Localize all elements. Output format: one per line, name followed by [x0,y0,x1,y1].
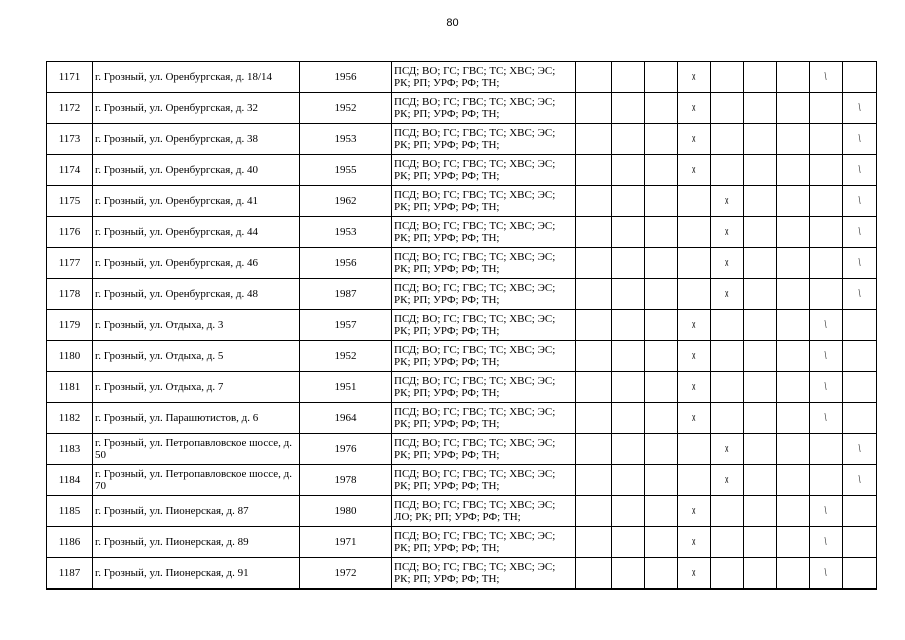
address-cell: г. Грозный, ул. Оренбургская, д. 18/14 [93,62,300,93]
mark-cell [843,93,877,124]
services-cell: ПСД; ВО; ГС; ГВС; ТС; ХВС; ЭС; РК; РП; УРФ; РФ; ТН; [392,93,576,124]
housing-registry-table [46,61,877,590]
address-cell: г. Грозный, ул. Петропавловское шоссе, д. 50 [93,434,300,465]
mark-cell [711,155,744,186]
mark-cell [645,217,678,248]
mark-cell [843,341,877,372]
mark-cell [678,217,711,248]
row-number-cell: 1172 [47,93,93,124]
row-number-cell: 1179 [47,310,93,341]
mark-cell [645,403,678,434]
mark-cell [678,248,711,279]
mark-glyph: х [692,133,696,145]
mark-glyph: \ [858,257,861,269]
services-cell: ПСД; ВО; ГС; ГВС; ТС; ХВС; ЭС; РК; РП; УРФ; РФ; ТН; [392,341,576,372]
mark-glyph: х [725,288,729,300]
mark-cell [744,496,777,527]
mark-glyph: \ [825,350,827,362]
mark-cell [810,527,843,558]
mark-cell [711,434,744,465]
mark-cell [645,372,678,403]
mark-cell [711,279,744,310]
mark-cell [777,93,810,124]
mark-cell [645,186,678,217]
mark-glyph: \ [825,381,827,393]
mark-cell [744,248,777,279]
mark-glyph: \ [825,71,827,83]
mark-cell [678,403,711,434]
row-number-cell: 1187 [47,558,93,590]
row-number-cell: 1184 [47,465,93,496]
mark-cell [711,62,744,93]
mark-cell [810,434,843,465]
year-built-cell: 1971 [300,527,392,558]
mark-cell [576,403,612,434]
mark-cell [711,372,744,403]
mark-cell [612,403,645,434]
mark-cell [843,310,877,341]
year-built-cell: 1962 [300,186,392,217]
mark-cell [777,310,810,341]
row-number-cell: 1178 [47,279,93,310]
mark-cell [612,558,645,590]
mark-cell [810,403,843,434]
mark-glyph: \ [858,474,861,486]
mark-cell [744,124,777,155]
mark-cell [612,186,645,217]
mark-cell [744,310,777,341]
mark-glyph: \ [825,319,827,331]
mark-cell [744,434,777,465]
mark-cell [678,124,711,155]
year-built-cell: 1957 [300,310,392,341]
mark-cell [612,527,645,558]
address-cell: г. Грозный, ул. Оренбургская, д. 48 [93,279,300,310]
mark-cell [810,341,843,372]
year-built-cell: 1952 [300,93,392,124]
mark-cell [678,279,711,310]
mark-cell [576,434,612,465]
table-row [47,434,877,465]
table-row [47,465,877,496]
mark-cell [810,372,843,403]
mark-cell [678,558,711,590]
mark-glyph: \ [825,505,827,517]
mark-glyph: х [725,226,729,238]
mark-cell [645,155,678,186]
row-number-cell: 1181 [47,372,93,403]
mark-glyph: х [692,164,696,176]
mark-glyph: х [725,443,729,455]
mark-cell [576,558,612,590]
address-cell: г. Грозный, ул. Отдыха, д. 7 [93,372,300,403]
year-built-cell: 1953 [300,124,392,155]
mark-cell [711,124,744,155]
mark-cell [744,341,777,372]
year-built-cell: 1976 [300,434,392,465]
mark-cell [678,155,711,186]
mark-cell [777,434,810,465]
year-built-cell: 1980 [300,496,392,527]
mark-cell [645,124,678,155]
mark-cell [777,465,810,496]
mark-cell [711,248,744,279]
mark-cell [711,496,744,527]
mark-cell [612,124,645,155]
mark-cell [777,155,810,186]
mark-cell [843,186,877,217]
year-built-cell: 1956 [300,62,392,93]
mark-cell [576,248,612,279]
mark-cell [777,558,810,590]
mark-glyph: х [692,381,696,393]
mark-cell [744,403,777,434]
mark-cell [810,496,843,527]
mark-cell [576,217,612,248]
mark-cell [678,341,711,372]
mark-glyph: х [725,195,729,207]
table-row [47,279,877,310]
year-built-cell: 1951 [300,372,392,403]
mark-cell [576,465,612,496]
row-number-cell: 1185 [47,496,93,527]
mark-cell [612,155,645,186]
services-cell: ПСД; ВО; ГС; ГВС; ТС; ХВС; ЭС; РК; РП; УРФ; РФ; ТН; [392,403,576,434]
address-cell: г. Грозный, ул. Оренбургская, д. 40 [93,155,300,186]
mark-cell [678,372,711,403]
mark-cell [645,248,678,279]
mark-glyph: х [725,474,729,486]
mark-cell [711,93,744,124]
mark-cell [576,341,612,372]
mark-cell [645,93,678,124]
mark-cell [843,124,877,155]
address-cell: г. Грозный, ул. Пионерская, д. 91 [93,558,300,590]
mark-cell [843,558,877,590]
mark-cell [576,527,612,558]
mark-glyph: \ [858,195,861,207]
mark-cell [744,217,777,248]
mark-cell [777,248,810,279]
services-cell: ПСД; ВО; ГС; ГВС; ТС; ХВС; ЭС; РК; РП; УРФ; РФ; ТН; [392,62,576,93]
address-cell: г. Грозный, ул. Пионерская, д. 87 [93,496,300,527]
table-row [47,310,877,341]
year-built-cell: 1987 [300,279,392,310]
mark-cell [678,465,711,496]
table-row [47,124,877,155]
mark-cell [645,465,678,496]
mark-glyph: х [692,505,696,517]
mark-cell [711,527,744,558]
mark-cell [810,186,843,217]
mark-glyph: х [692,102,696,114]
address-cell: г. Грозный, ул. Оренбургская, д. 41 [93,186,300,217]
row-number-cell: 1174 [47,155,93,186]
mark-cell [645,279,678,310]
mark-cell [711,310,744,341]
row-number-cell: 1183 [47,434,93,465]
mark-cell [612,93,645,124]
mark-cell [612,372,645,403]
mark-cell [810,310,843,341]
mark-cell [744,558,777,590]
mark-cell [645,558,678,590]
mark-cell [711,558,744,590]
mark-glyph: \ [858,443,861,455]
mark-cell [645,434,678,465]
mark-cell [711,217,744,248]
table-row [47,155,877,186]
mark-cell [576,155,612,186]
address-cell: г. Грозный, ул. Отдыха, д. 5 [93,341,300,372]
mark-cell [612,217,645,248]
services-cell: ПСД; ВО; ГС; ГВС; ТС; ХВС; ЭС; РК; РП; УРФ; РФ; ТН; [392,527,576,558]
mark-cell [744,527,777,558]
mark-glyph: \ [825,412,827,424]
services-cell: ПСД; ВО; ГС; ГВС; ТС; ХВС; ЭС; РК; РП; УРФ; РФ; ТН; [392,217,576,248]
address-cell: г. Грозный, ул. Пионерская, д. 89 [93,527,300,558]
mark-cell [612,310,645,341]
mark-cell [843,217,877,248]
table-row [47,558,877,590]
table-row [47,186,877,217]
year-built-cell: 1953 [300,217,392,248]
mark-cell [645,341,678,372]
address-cell: г. Грозный, ул. Отдыха, д. 3 [93,310,300,341]
mark-glyph: х [692,567,696,579]
mark-cell [678,93,711,124]
mark-cell [843,527,877,558]
mark-glyph: х [692,319,696,331]
mark-cell [576,62,612,93]
mark-cell [777,62,810,93]
table-row [47,372,877,403]
mark-glyph: \ [858,288,861,300]
mark-cell [576,372,612,403]
mark-cell [612,465,645,496]
mark-cell [612,248,645,279]
mark-cell [810,465,843,496]
mark-cell [744,155,777,186]
services-cell: ПСД; ВО; ГС; ГВС; ТС; ХВС; ЭС; РК; РП; УРФ; РФ; ТН; [392,372,576,403]
mark-cell [744,279,777,310]
mark-cell [777,217,810,248]
table-row [47,62,877,93]
year-built-cell: 1964 [300,403,392,434]
mark-cell [678,62,711,93]
address-cell: г. Грозный, ул. Оренбургская, д. 46 [93,248,300,279]
address-cell: г. Грозный, ул. Петропавловское шоссе, д. 70 [93,465,300,496]
mark-cell [810,248,843,279]
mark-glyph: х [725,257,729,269]
mark-glyph: \ [858,102,861,114]
services-cell: ПСД; ВО; ГС; ГВС; ТС; ХВС; ЭС; РК; РП; УРФ; РФ; ТН; [392,248,576,279]
table-row [47,217,877,248]
row-number-cell: 1175 [47,186,93,217]
mark-cell [612,341,645,372]
year-built-cell: 1972 [300,558,392,590]
mark-cell [843,248,877,279]
mark-glyph: \ [825,536,827,548]
mark-cell [777,496,810,527]
mark-cell [810,93,843,124]
mark-cell [744,62,777,93]
mark-cell [678,496,711,527]
mark-glyph: х [692,350,696,362]
mark-cell [612,496,645,527]
mark-cell [777,527,810,558]
mark-cell [576,93,612,124]
mark-cell [843,279,877,310]
mark-cell [744,465,777,496]
mark-cell [576,279,612,310]
mark-cell [810,558,843,590]
address-cell: г. Грозный, ул. Оренбургская, д. 38 [93,124,300,155]
mark-cell [777,372,810,403]
mark-cell [678,434,711,465]
mark-cell [777,341,810,372]
year-built-cell: 1978 [300,465,392,496]
mark-glyph: \ [858,133,861,145]
mark-cell [810,155,843,186]
table-row [47,403,877,434]
mark-cell [843,155,877,186]
mark-glyph: х [692,71,696,83]
page-number: 80 [446,17,459,29]
services-cell: ПСД; ВО; ГС; ГВС; ТС; ХВС; ЭС; РК; РП; УРФ; РФ; ТН; [392,558,576,590]
mark-cell [777,279,810,310]
mark-cell [612,279,645,310]
services-cell: ПСД; ВО; ГС; ГВС; ТС; ХВС; ЭС; РК; РП; УРФ; РФ; ТН; [392,434,576,465]
address-cell: г. Грозный, ул. Парашютистов, д. 6 [93,403,300,434]
mark-cell [843,372,877,403]
address-cell: г. Грозный, ул. Оренбургская, д. 32 [93,93,300,124]
mark-cell [711,465,744,496]
address-cell: г. Грозный, ул. Оренбургская, д. 44 [93,217,300,248]
services-cell: ПСД; ВО; ГС; ГВС; ТС; ХВС; ЭС; РК; РП; УРФ; РФ; ТН; [392,465,576,496]
mark-cell [645,62,678,93]
mark-cell [645,310,678,341]
mark-cell [810,62,843,93]
mark-cell [843,496,877,527]
table-row [47,248,877,279]
mark-cell [744,186,777,217]
row-number-cell: 1180 [47,341,93,372]
mark-cell [711,341,744,372]
row-number-cell: 1176 [47,217,93,248]
mark-cell [576,124,612,155]
row-number-cell: 1173 [47,124,93,155]
services-cell: ПСД; ВО; ГС; ГВС; ТС; ХВС; ЭС; РК; РП; УРФ; РФ; ТН; [392,186,576,217]
mark-cell [645,527,678,558]
mark-glyph: \ [858,226,861,238]
mark-glyph: \ [858,164,861,176]
mark-glyph: \ [825,567,827,579]
services-cell: ПСД; ВО; ГС; ГВС; ТС; ХВС; ЭС; РК; РП; УРФ; РФ; ТН; [392,310,576,341]
mark-cell [678,186,711,217]
mark-cell [576,496,612,527]
services-cell: ПСД; ВО; ГС; ГВС; ТС; ХВС; ЭС; РК; РП; УРФ; РФ; ТН; [392,155,576,186]
mark-cell [645,496,678,527]
mark-cell [810,217,843,248]
services-cell: ПСД; ВО; ГС; ГВС; ТС; ХВС; ЭС; ЛО; РК; РП; УРФ; РФ; ТН; [392,496,576,527]
mark-cell [612,434,645,465]
mark-cell [744,372,777,403]
mark-cell [777,403,810,434]
mark-glyph: х [692,536,696,548]
mark-cell [711,403,744,434]
row-number-cell: 1177 [47,248,93,279]
row-number-cell: 1182 [47,403,93,434]
year-built-cell: 1956 [300,248,392,279]
table-row [47,93,877,124]
mark-cell [843,434,877,465]
mark-cell [711,186,744,217]
mark-cell [810,279,843,310]
table-row [47,527,877,558]
row-number-cell: 1186 [47,527,93,558]
mark-cell [576,186,612,217]
mark-cell [810,124,843,155]
services-cell: ПСД; ВО; ГС; ГВС; ТС; ХВС; ЭС; РК; РП; УРФ; РФ; ТН; [392,124,576,155]
mark-cell [678,310,711,341]
mark-cell [843,465,877,496]
mark-cell [843,403,877,434]
mark-cell [744,93,777,124]
row-number-cell: 1171 [47,62,93,93]
year-built-cell: 1955 [300,155,392,186]
mark-cell [777,186,810,217]
mark-cell [612,62,645,93]
mark-cell [843,62,877,93]
table-row [47,496,877,527]
mark-cell [777,124,810,155]
services-cell: ПСД; ВО; ГС; ГВС; ТС; ХВС; ЭС; РК; РП; УРФ; РФ; ТН; [392,279,576,310]
mark-cell [678,527,711,558]
table-row [47,341,877,372]
mark-glyph: х [692,412,696,424]
year-built-cell: 1952 [300,341,392,372]
mark-cell [576,310,612,341]
